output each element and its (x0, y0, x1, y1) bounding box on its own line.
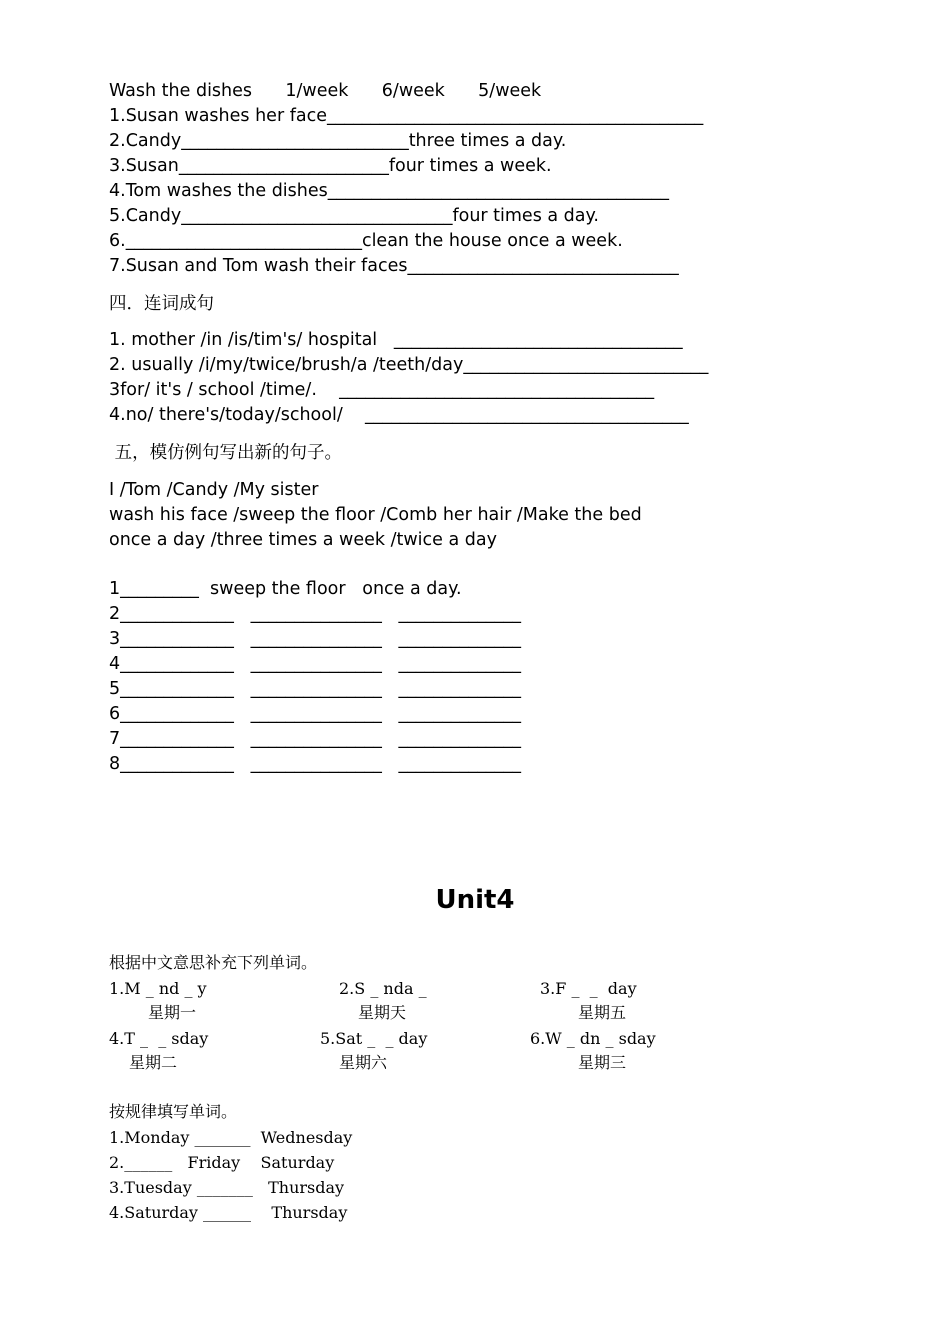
section5-blank-line: 6_____________ _______________ ______________ (109, 704, 522, 724)
section3-line-5: 5.Candy_______________________________four times a day. (109, 206, 599, 226)
section5-words-1: I /Tom /Candy /My sister (109, 480, 319, 500)
section3-line-1: 1.Susan washes her face___________________________________________ (109, 106, 704, 126)
section5-blank-line: 2_____________ _______________ ______________ (109, 604, 522, 624)
unit4-word-item: 2.S _ nda _ (339, 979, 427, 998)
section4-line-2: 2. usually /i/my/twice/brush/a /teeth/day____________________________ (109, 355, 709, 375)
section3-line-7: 7.Susan and Tom wash their faces_______________________________ (109, 256, 679, 276)
section5-words-2: wash his face /sweep the floor /Comb her hair /Make the bed (109, 505, 642, 525)
section3-line-4: 4.Tom washes the dishes_______________________________________ (109, 181, 670, 201)
unit4-word-item: 3.F _ _ day (540, 979, 637, 998)
unit4-word-meaning: 星期五 (578, 1003, 627, 1022)
unit4-word-item: 4.T _ _ sday (109, 1029, 209, 1048)
unit4-sequence-line: 1.Monday _______ Wednesday (109, 1128, 353, 1147)
unit4-title: Unit4 (435, 885, 515, 915)
unit4-part1-heading: 根据中文意思补充下列单词。 (109, 953, 318, 972)
unit4-sequence-line: 4.Saturday ______ Thursday (109, 1203, 348, 1222)
section4-line-4: 4.no/ there's/today/school/ _____________________________________ (109, 405, 689, 425)
section4-heading: 四．连词成句 (109, 294, 214, 314)
section5-blank-line: 4_____________ _______________ ______________ (109, 654, 522, 674)
unit4-word-item: 1.M _ nd _ y (109, 979, 207, 998)
unit4-word-meaning: 星期一 (148, 1003, 197, 1022)
unit4-word-item: 5.Sat _ _ day (320, 1029, 428, 1048)
unit4-word-meaning: 星期天 (358, 1003, 407, 1022)
section3-header: Wash the dishes 1/week 6/week 5/week (109, 81, 542, 101)
unit4-word-meaning: 星期二 (129, 1053, 178, 1072)
section3-line-3: 3.Susan________________________four times a week. (109, 156, 552, 176)
section5-blank-line: 7_____________ _______________ ______________ (109, 729, 522, 749)
section5-words-3: once a day /three times a week /twice a day (109, 530, 497, 550)
section5-blank-line: 8_____________ _______________ ______________ (109, 754, 522, 774)
section5-blank-line: 3_____________ _______________ ______________ (109, 629, 522, 649)
section5-heading: 五，模仿例句写出新的句子。 (109, 443, 343, 463)
section3-line-2: 2.Candy__________________________three times a day. (109, 131, 567, 151)
unit4-word-item: 6.W _ dn _ sday (530, 1029, 656, 1048)
section5-example: 1_________ sweep the floor once a day. (109, 579, 462, 599)
unit4-sequence-line: 2.______ Friday Saturday (109, 1153, 335, 1172)
section5-blank-line: 5_____________ _______________ ______________ (109, 679, 522, 699)
section3-line-6: 6.___________________________clean the house once a week. (109, 231, 623, 251)
unit4-part2-heading: 按规律填写单词。 (109, 1102, 238, 1121)
unit4-word-meaning: 星期三 (578, 1053, 627, 1072)
unit4-word-meaning: 星期六 (339, 1053, 388, 1072)
unit4-sequence-line: 3.Tuesday _______ Thursday (109, 1178, 345, 1197)
section4-line-1: 1. mother /in /is/tim's/ hospital _________________________________ (109, 330, 683, 350)
section4-line-3: 3for/ it's / school /time/. ____________________________________ (109, 380, 655, 400)
